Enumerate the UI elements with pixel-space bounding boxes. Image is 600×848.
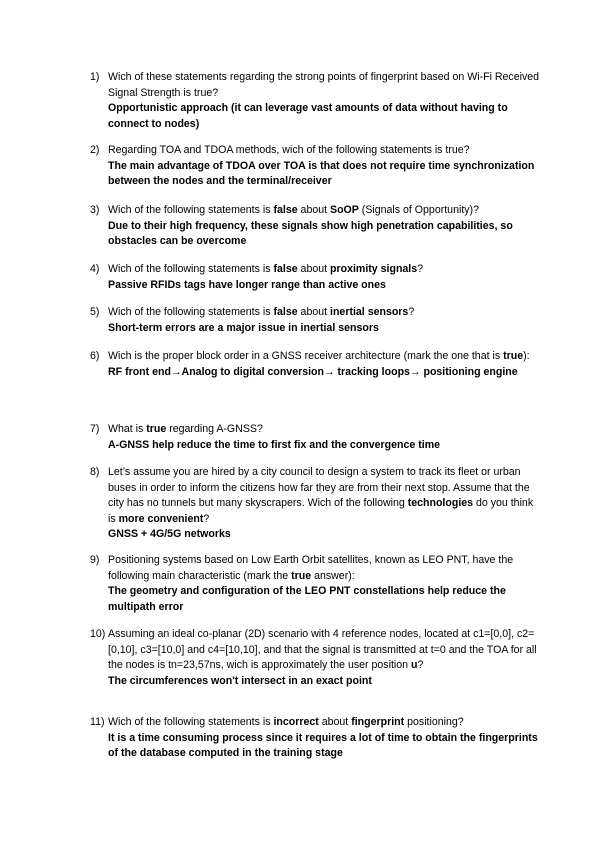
question-text: Positioning systems based on Low Earth Orbit satellites, known as LEO PNT, have the following main characteristic (mark the true answer): bbox=[108, 554, 514, 582]
question-3 bbox=[90, 203, 540, 250]
question-number: 1) bbox=[90, 71, 100, 83]
question-text: Regarding TOA and TDOA methods, wich of the following statements is true? bbox=[108, 144, 470, 156]
question-7 bbox=[90, 422, 540, 453]
question-number: 7) bbox=[90, 423, 100, 435]
question-number: 8) bbox=[90, 466, 100, 478]
question-number: 6) bbox=[90, 350, 100, 362]
question-5 bbox=[90, 305, 540, 336]
answer-text: A-GNSS help reduce the time to first fix and the convergence time bbox=[108, 438, 441, 451]
question-number: 3) bbox=[90, 204, 100, 216]
question-2 bbox=[90, 143, 540, 190]
question-text: Wich of the following statements is false about proximity signals? bbox=[108, 263, 424, 275]
answer-text: GNSS + 4G/5G networks bbox=[108, 528, 231, 540]
question-number: 4) bbox=[90, 263, 100, 275]
question-text: Assuming an ideal co-planar (2D) scenario with 4 reference nodes, located at c1=[0,0], c2=[0,10], c3=[10,0] and c4=[10,10], and that the signal is transmitted at t=0 and the TOA for all the nodes is tn=23,57ns, wich is approximately the user position u? bbox=[108, 628, 537, 671]
question-text: What is true regarding A-GNSS? bbox=[108, 423, 263, 435]
question-4 bbox=[90, 262, 540, 293]
answer-text: The geometry and configuration of the LEO PNT constellations help reduce the multipath error bbox=[108, 585, 506, 613]
answer-text: The main advantage of TDOA over TOA is that does not require time synchronization between the nodes and the terminal/receiver bbox=[108, 159, 535, 187]
question-10 bbox=[90, 627, 540, 689]
question-number: 2) bbox=[90, 144, 100, 156]
question-8 bbox=[90, 465, 540, 543]
answer-text: The circumferences won't intersect in an exact point bbox=[108, 674, 372, 687]
question-number: 9) bbox=[90, 554, 100, 566]
answer-text: Short-term errors are a major issue in inertial sensors bbox=[108, 321, 379, 334]
question-text: Wich of the following statements is false about inertial sensors? bbox=[108, 306, 415, 318]
question-text: Let’s assume you are hired by a city council to design a system to track its fleet or urban buses in order to inform the citizens how far they are from their next stop. Assume that the city has no tunnels but many skyscrapers. Wich of the following technologies do you think is more convenient? bbox=[108, 466, 534, 525]
question-11 bbox=[90, 715, 540, 762]
question-text: Wich of these statements regarding the strong points of fingerprint based on Wi-Fi Received Signal Strength is true? bbox=[108, 71, 540, 99]
question-number: 10) bbox=[90, 628, 106, 640]
question-text: Wich is the proper block order in a GNSS receiver architecture (mark the one that is true): bbox=[108, 350, 530, 362]
question-text: Wich of the following statements is false about SoOP (Signals of Opportunity)? bbox=[108, 204, 479, 216]
question-number: 5) bbox=[90, 306, 100, 318]
question-number: 11) bbox=[90, 716, 105, 728]
question-text: Wich of the following statements is incorrect about fingerprint positioning? bbox=[108, 716, 464, 728]
question-9 bbox=[90, 553, 540, 615]
question-1 bbox=[90, 70, 540, 132]
answer-text: Passive RFIDs tags have longer range than active ones bbox=[108, 278, 386, 291]
question-6 bbox=[90, 349, 540, 380]
answer-text: RF front end→Analog to digital conversion→ tracking loops→ positioning engine bbox=[108, 365, 518, 378]
answer-text: Opportunistic approach (it can leverage vast amounts of data without having to connect to nodes) bbox=[108, 102, 508, 130]
answer-text: Due to their high frequency, these signals show high penetration capabilities, so obstacles can be overcome bbox=[108, 219, 513, 247]
answer-text: It is a time consuming process since it requires a lot of time to obtain the fingerprints of the database computed in the training stage bbox=[108, 731, 538, 759]
